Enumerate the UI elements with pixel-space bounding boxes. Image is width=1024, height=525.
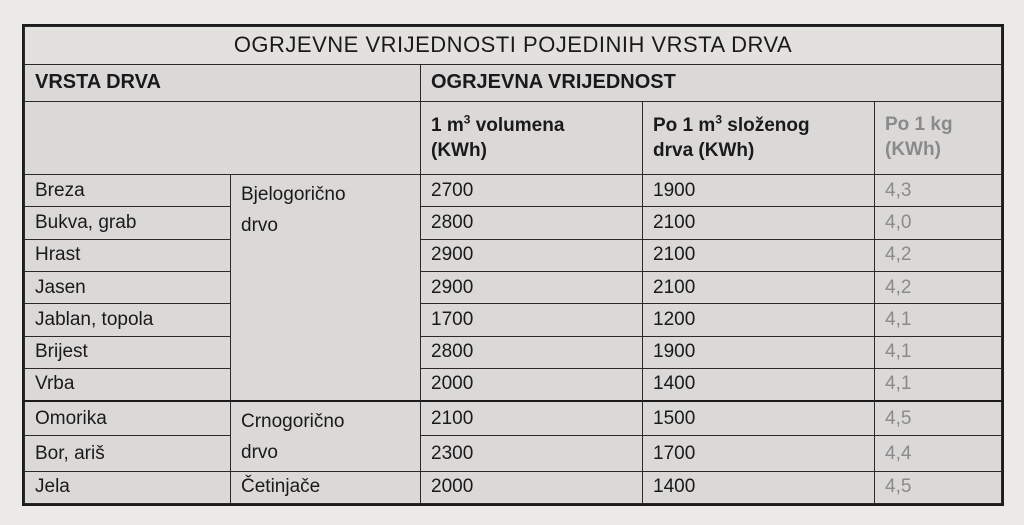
subheader-per-kg — [875, 102, 1002, 175]
header-heating-value: OGRJEVNA VRIJEDNOST — [421, 64, 1002, 102]
table-row — [25, 336, 1002, 368]
volume-value: 2800 — [421, 336, 643, 368]
firewood-table-sheet — [22, 24, 1004, 506]
table-row — [25, 271, 1002, 303]
per-kg-value: 4,1 — [875, 368, 1002, 400]
table-row — [25, 471, 1002, 503]
wood-name: Bor, ariš — [25, 436, 231, 471]
volume-value: 2100 — [421, 401, 643, 436]
wood-name: Jela — [25, 471, 231, 503]
subheader-volume-line2: (KWh) — [431, 139, 487, 161]
volume-value: 2900 — [421, 239, 643, 271]
per-kg-value: 4,3 — [875, 175, 1002, 207]
volume-value: 2800 — [421, 207, 643, 239]
stacked-value: 2100 — [643, 207, 875, 239]
group-deciduous: Bjelogorično drvo — [231, 175, 421, 401]
wood-name: Breza — [25, 175, 231, 207]
volume-value: 1700 — [421, 304, 643, 336]
stacked-value: 1400 — [643, 471, 875, 503]
table-row — [25, 304, 1002, 336]
wood-name: Jablan, topola — [25, 304, 231, 336]
subheader-volume-line1: 1 $m^3$ volumena — [431, 112, 565, 137]
stacked-value: 2100 — [643, 271, 875, 303]
per-kg-value: 4,2 — [875, 239, 1002, 271]
subheader-stacked-line1: Po 1 $m^3$ složenog — [653, 112, 810, 137]
per-kg-value: 4,1 — [875, 304, 1002, 336]
wood-name: Hrast — [25, 239, 231, 271]
stacked-value: 1400 — [643, 368, 875, 400]
wood-name: Vrba — [25, 368, 231, 400]
stacked-value: 2100 — [643, 239, 875, 271]
stacked-value: 1500 — [643, 401, 875, 436]
subheader-stacked — [643, 102, 875, 175]
stacked-value: 1900 — [643, 175, 875, 207]
group-coniferous: Crnogorično drvo — [231, 401, 421, 471]
volume-value: 2000 — [421, 368, 643, 400]
per-kg-value: 4,5 — [875, 471, 1002, 503]
stacked-value: 1900 — [643, 336, 875, 368]
table-row — [25, 175, 1002, 207]
stacked-value: 1200 — [643, 304, 875, 336]
per-kg-value: 4,0 — [875, 207, 1002, 239]
volume-value: 2700 — [421, 175, 643, 207]
subheader-per-kg-line2: (KWh) — [885, 139, 941, 161]
subheader-stacked-line2: drva (KWh) — [653, 139, 755, 161]
volume-value: 2000 — [421, 471, 643, 503]
header-wood-type: VRSTA DRVA — [25, 64, 421, 102]
per-kg-value: 4,5 — [875, 401, 1002, 436]
header-blank — [25, 102, 421, 175]
heating-values-table — [24, 26, 1002, 504]
wood-name: Brijest — [25, 336, 231, 368]
table-row — [25, 436, 1002, 471]
volume-value: 2900 — [421, 271, 643, 303]
table-row — [25, 368, 1002, 400]
group-coniferous-sub: Četinjače — [231, 471, 421, 503]
per-kg-value: 4,2 — [875, 271, 1002, 303]
table-row — [25, 207, 1002, 239]
table-title: OGRJEVNE VRIJEDNOSTI POJEDINIH VRSTA DRVA — [25, 27, 1002, 65]
wood-name: Omorika — [25, 401, 231, 436]
per-kg-value: 4,1 — [875, 336, 1002, 368]
stacked-value: 1700 — [643, 436, 875, 471]
wood-name: Bukva, grab — [25, 207, 231, 239]
table-row — [25, 401, 1002, 436]
volume-value: 2300 — [421, 436, 643, 471]
subheader-per-kg-line1: Po 1 kg — [885, 114, 953, 136]
table-row — [25, 239, 1002, 271]
subheader-volume — [421, 102, 643, 175]
per-kg-value: 4,4 — [875, 436, 1002, 471]
wood-name: Jasen — [25, 271, 231, 303]
